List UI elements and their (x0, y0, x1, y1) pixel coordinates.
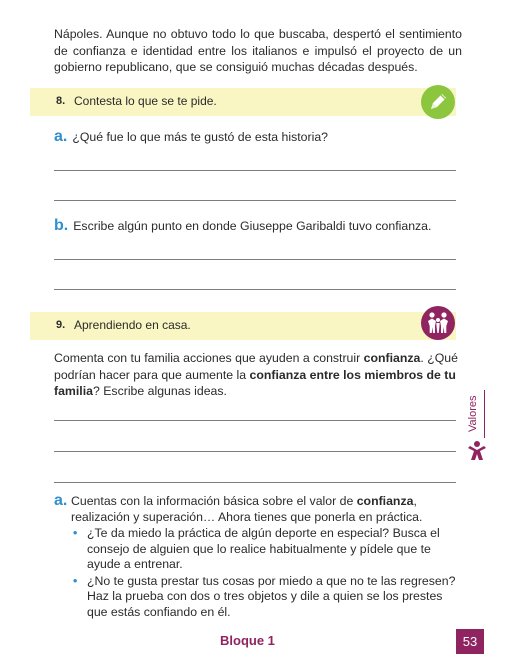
question-a (54, 129, 328, 145)
question-b-letter: b. (54, 217, 69, 234)
answer-line[interactable] (54, 170, 456, 171)
block-title: Bloque 1 (220, 633, 275, 648)
section-9-instructions (54, 350, 458, 400)
answer-line[interactable] (54, 259, 456, 260)
bold-term: confianza (356, 494, 414, 508)
text-segment: ? Escribe algunas ideas. (92, 384, 227, 398)
activity-a-text (54, 494, 462, 525)
answer-line[interactable] (54, 200, 456, 201)
section-8-number: 8. (56, 95, 66, 107)
pencil-icon (421, 85, 455, 119)
text-segment: , realización y superación… Ahora tienes que ponerla en práctica. (71, 494, 423, 524)
text-segment: . ¿Qué podrían hacer para que aumente la (54, 351, 458, 382)
values-icon (466, 440, 488, 467)
answer-line[interactable] (54, 451, 456, 452)
activity-a-list (54, 526, 462, 620)
answer-line[interactable] (54, 289, 456, 290)
section-9-title: Aprendiendo en casa. (74, 318, 191, 332)
values-label: Valores (467, 390, 485, 438)
list-item: • ¿Te da miedo la práctica de algún deporte en especial? Busca el consejo de alguien que lo realice habitualmente y pídele que te ayude a entrenar. (73, 526, 440, 571)
text-segment: Cuentas con la información básica sobre el valor de (71, 494, 357, 508)
question-a-letter: a. (54, 128, 68, 145)
list-item: • ¿No te gusta prestar tus cosas por miedo a que no te las regresen? Haz la prueba con dos o tres objetos y dile a quien se los prestes que estás confiando en él. (73, 573, 456, 619)
answer-line[interactable] (54, 420, 456, 421)
bold-term: confianza entre los miembros de tu familia (54, 367, 456, 398)
list-item-text: ¿No te gusta prestar tus cosas por miedo a que no te las regresen? Haz la prueba con dos o tres objetos y dile a quien se los prestes que estás confiando en él. (87, 573, 456, 619)
section-9-banner (30, 312, 456, 340)
text-segment: Comenta con tu familia acciones que ayuden a construir (54, 351, 364, 365)
page-number: 53 (456, 629, 484, 654)
list-item-text: ¿Te da miedo la práctica de algún deporte en especial? Busca el consejo de alguien que lo realice habitualmente y pídele que te ayude a entrenar. (87, 526, 440, 571)
family-icon (421, 306, 455, 340)
section-9-number: 9. (56, 319, 66, 331)
bold-term: confianza (363, 351, 421, 365)
answer-line[interactable] (54, 482, 456, 483)
section-8-banner (30, 88, 456, 116)
section-8-title: Contesta lo que se te pide. (74, 94, 217, 108)
activity-a (54, 494, 462, 620)
question-a-text: ¿Qué fue lo que más te gustó de esta historia? (72, 130, 328, 144)
values-side-tab (466, 390, 492, 462)
question-b (54, 218, 431, 234)
activity-a-letter: a. (54, 492, 68, 509)
intro-paragraph: Nápoles. Aunque no obtuvo todo lo que buscaba, despertó el sentimiento de confianza e identidad entre los italianos e impulsó el proyecto de un gobierno republicano, que se consiguió muchas décadas después. (54, 27, 462, 74)
question-b-text: Escribe algún punto en donde Giuseppe Garibaldi tuvo confianza. (73, 219, 432, 233)
